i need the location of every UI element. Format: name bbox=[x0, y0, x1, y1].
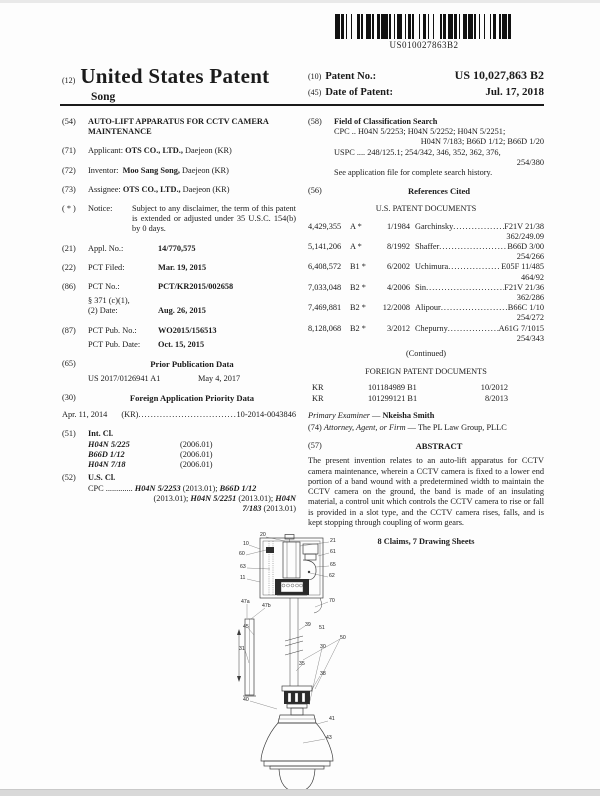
inventor-location: Daejeon (KR) bbox=[179, 165, 229, 175]
inid-51: (51) bbox=[62, 428, 76, 438]
fref-country: KR bbox=[312, 393, 324, 403]
figure-callout-41: 41 bbox=[329, 716, 335, 722]
figure-callout-40: 40 bbox=[243, 697, 249, 703]
section-73 bbox=[62, 185, 296, 195]
attorney-label: Attorney, Agent, or Firm bbox=[323, 423, 406, 433]
references-heading: References Cited bbox=[407, 186, 471, 197]
section-58 bbox=[308, 117, 544, 178]
applicant-label: Applicant: bbox=[88, 146, 124, 156]
section-72 bbox=[62, 166, 296, 176]
scan-edge-top bbox=[0, 0, 600, 3]
ref-class: F21V 21/36 bbox=[504, 282, 544, 292]
cpc-code: H04N 5/2253 bbox=[134, 483, 181, 493]
barcode-bars bbox=[308, 14, 540, 39]
assignee-label: Assignee: bbox=[88, 184, 121, 194]
fref-date: 10/2012 bbox=[480, 383, 508, 393]
assignee-location: Daejeon (KR) bbox=[180, 184, 230, 194]
prior-pub-data bbox=[88, 374, 296, 384]
inid-notice: ( * ) bbox=[62, 204, 76, 214]
ref-number: 5,141,206 bbox=[308, 242, 342, 252]
priority-app-no: 10-2014-0043846 bbox=[236, 409, 296, 419]
inid-22: (22) bbox=[62, 262, 76, 272]
ref-name: Alipour bbox=[415, 303, 441, 313]
date-of-patent-value: Jul. 17, 2018 bbox=[485, 86, 544, 98]
field-cpc-line1: CPC .. H04N 5/2253; H04N 5/2252; H04N 5/2251; bbox=[334, 127, 506, 137]
ref-kind: B2 * bbox=[350, 303, 366, 313]
inid-71: (71) bbox=[62, 146, 76, 156]
ref-number: 6,408,572 bbox=[308, 262, 342, 272]
applicant-name: OTS CO., LTD., bbox=[125, 146, 183, 156]
right-column bbox=[308, 117, 544, 547]
int-cl-ver: (2006.01) bbox=[180, 450, 213, 460]
inid-58: (58) bbox=[308, 117, 322, 126]
inventor-name: Moo Sang Song, bbox=[122, 165, 180, 175]
section-65 bbox=[62, 359, 296, 369]
ref-subclass: 362/286 bbox=[516, 293, 544, 303]
patent-header-left bbox=[62, 64, 302, 103]
ref-subclass: 254/343 bbox=[516, 333, 544, 343]
us-patent-docs-heading: U.S. PATENT DOCUMENTS bbox=[375, 204, 477, 214]
section-52 bbox=[62, 473, 296, 483]
dot-leader bbox=[441, 303, 508, 313]
inid-57: (57) bbox=[308, 441, 322, 451]
inid-52: (52) bbox=[62, 472, 76, 482]
inid-12: (12) bbox=[62, 76, 76, 85]
ref-class: B66D 3/00 bbox=[507, 242, 544, 252]
ref-name: Chepurny bbox=[415, 323, 448, 333]
ref-number: 7,033,048 bbox=[308, 282, 342, 292]
pct-pub-date-label: PCT Pub. Date: bbox=[88, 339, 141, 349]
cpc-text: (2013.01); bbox=[153, 494, 191, 504]
inid-56: (56) bbox=[308, 186, 322, 196]
prior-pub-number: US 2017/0126941 A1 bbox=[88, 374, 161, 384]
figure-callout-65: 65 bbox=[330, 562, 336, 568]
pct-pub-no-label: PCT Pub. No.: bbox=[88, 325, 137, 335]
int-cl-code: B66D 1/12 bbox=[88, 450, 125, 460]
figure-callout-50: 50 bbox=[340, 635, 346, 641]
ref-class: E05F 11/485 bbox=[501, 262, 544, 272]
cpc-block bbox=[88, 484, 296, 515]
figure-callout-60: 60 bbox=[239, 551, 245, 557]
dash: — bbox=[405, 423, 418, 433]
attorney-line bbox=[308, 423, 544, 433]
us-references-list bbox=[308, 222, 544, 344]
appl-no-label: Appl. No.: bbox=[88, 243, 124, 253]
appl-no-value: 14/770,575 bbox=[158, 243, 196, 253]
cpc-text: (2013.01); bbox=[180, 483, 220, 493]
ref-date: 6/2002 bbox=[386, 262, 410, 272]
header-rule bbox=[60, 104, 544, 106]
figure-callout-10: 10 bbox=[243, 541, 249, 547]
section-86 bbox=[62, 282, 296, 317]
figure-callout-43: 43 bbox=[326, 735, 332, 741]
pct-filed-value: Mar. 19, 2015 bbox=[158, 262, 207, 272]
section-54 bbox=[62, 117, 296, 137]
figure-callout-62: 62 bbox=[329, 573, 335, 579]
int-cl-ver: (2006.01) bbox=[180, 440, 213, 450]
ref-number: 8,128,068 bbox=[308, 323, 342, 333]
int-cl-row bbox=[88, 460, 296, 470]
notice-text: Subject to any disclaimer, the term of this patent is extended or adjusted under 35 U.S.C. 154(b) by 0 days. bbox=[132, 204, 296, 234]
ref-date: 3/2012 bbox=[386, 323, 410, 333]
inid-54: (54) bbox=[62, 117, 76, 126]
ref-date: 12/2008 bbox=[382, 303, 410, 313]
section-87 bbox=[62, 326, 296, 350]
ref-class: F21V 21/38 bbox=[504, 221, 544, 231]
section-22 bbox=[62, 263, 296, 273]
ref-subclass: 254/266 bbox=[516, 252, 544, 262]
ref-kind: A * bbox=[350, 221, 362, 231]
pct-date-label: (2) Date: bbox=[88, 306, 118, 316]
int-cl-row bbox=[88, 440, 296, 450]
inid-45: (45) bbox=[308, 88, 322, 97]
ref-number: 7,469,881 bbox=[308, 303, 342, 313]
reference-row bbox=[308, 324, 544, 334]
dot-leader bbox=[448, 324, 499, 334]
figure-callout-63: 63 bbox=[240, 564, 246, 570]
section-56 bbox=[308, 186, 544, 196]
priority-country: (KR) bbox=[121, 409, 139, 419]
priority-date: Apr. 11, 2014 bbox=[62, 409, 108, 419]
int-cl-row bbox=[88, 450, 296, 460]
foreign-reference-row bbox=[312, 394, 544, 404]
reference-row bbox=[308, 242, 544, 252]
pct-date-value: Aug. 26, 2015 bbox=[158, 306, 206, 316]
barcode bbox=[308, 14, 540, 50]
inid-86: (86) bbox=[62, 282, 76, 292]
inid-73: (73) bbox=[62, 184, 76, 194]
patent-no-value: US 10,027,863 B2 bbox=[454, 68, 544, 82]
ref-kind: B2 * bbox=[350, 282, 366, 292]
cpc-text: CPC ............. bbox=[88, 483, 135, 493]
pct-filed-label: PCT Filed: bbox=[88, 262, 125, 272]
examiner-name: Nkeisha Smith bbox=[382, 410, 435, 420]
primary-examiner-line bbox=[308, 411, 544, 421]
figure-callout-38: 38 bbox=[320, 671, 326, 677]
inid-65: (65) bbox=[62, 359, 76, 369]
applicant-location: Daejeon (KR) bbox=[182, 146, 232, 156]
inventor-surname: Song bbox=[91, 91, 116, 103]
inid-30: (30) bbox=[62, 393, 76, 403]
fref-number: 101184989 B1 bbox=[368, 383, 417, 393]
reference-row bbox=[308, 262, 544, 272]
figure-callout-47a: 47a bbox=[241, 599, 250, 605]
dot-leader bbox=[426, 283, 504, 293]
int-cl-code: H04N 7/18 bbox=[88, 460, 126, 470]
ref-subclass: 254/272 bbox=[516, 313, 544, 323]
inid-74: (74) bbox=[308, 423, 324, 433]
dot-leader bbox=[448, 262, 501, 272]
ref-name: Garchinsky bbox=[415, 221, 454, 231]
prior-pub-date: May 4, 2017 bbox=[198, 374, 241, 384]
inid-72: (72) bbox=[62, 165, 76, 175]
figure-callout-47b: 47b bbox=[262, 603, 271, 609]
ref-subclass: 464/92 bbox=[520, 272, 544, 282]
figure-callout-70: 70 bbox=[329, 598, 335, 604]
us-cl-heading: U.S. Cl. bbox=[88, 472, 116, 482]
invention-title: AUTO-LIFT APPARATUS FOR CCTV CAMERA MAINTENANCE bbox=[88, 117, 269, 137]
ref-name: Sin bbox=[415, 282, 427, 292]
pct-371-line: § 371 (c)(1), bbox=[88, 296, 130, 306]
field-search-note: See application file for complete search history. bbox=[334, 168, 493, 178]
foreign-reference-row bbox=[312, 383, 544, 393]
fref-date: 8/2013 bbox=[484, 393, 508, 403]
left-column bbox=[62, 117, 296, 514]
field-uspc-line1: USPC .... 248/125.1; 254/342, 346, 352, 362, 376, bbox=[334, 147, 501, 157]
field-cpc-line2: H04N 7/183; B66D 1/12; B66D 1/20 bbox=[420, 137, 544, 147]
ref-subclass: 362/249.09 bbox=[506, 231, 544, 241]
int-cl-code: H04N 5/225 bbox=[88, 440, 130, 450]
field-search-heading: Field of Classification Search bbox=[334, 117, 438, 126]
ref-number: 4,429,355 bbox=[308, 221, 342, 231]
dot-leader bbox=[138, 410, 236, 420]
ref-class: A61G 7/1015 bbox=[498, 323, 544, 333]
inid-21: (21) bbox=[62, 243, 76, 253]
section-51 bbox=[62, 429, 296, 439]
field-uspc-line2: 254/380 bbox=[516, 157, 544, 167]
patent-header-right bbox=[308, 68, 544, 101]
section-21 bbox=[62, 244, 296, 254]
figure-callout-11: 11 bbox=[240, 575, 246, 581]
attorney-name: The PL Law Group, PLLC bbox=[417, 423, 507, 433]
inid-10: (10) bbox=[308, 72, 322, 81]
abstract-text: The present invention relates to an auto-lift apparatus for CCTV camera maintenance, wherein a CCTV camera is fixed to a lower end portion of a band wound with a predetermined width to maintain the CCTV camera on the ground, the band is made of an insulating material, a control unit which controls the CCTV camera to rise or fall is provided in a slot type, and the CCTV camera rises, falls, and is kept stopping through coupling of worm gears. bbox=[308, 456, 544, 527]
examiner-label: Primary Examiner bbox=[308, 410, 370, 420]
ref-name: Shaffer bbox=[415, 242, 440, 252]
foreign-priority-heading: Foreign Application Priority Data bbox=[129, 393, 255, 404]
reference-row bbox=[308, 303, 544, 313]
ref-kind: A * bbox=[350, 242, 362, 252]
int-cl-heading: Int. Cl. bbox=[88, 428, 114, 438]
page-title: United States Patent bbox=[80, 64, 270, 88]
assignee-name: OTS CO., LTD., bbox=[122, 184, 181, 194]
figure-callout-45: 45 bbox=[243, 624, 249, 630]
dot-leader bbox=[453, 222, 504, 232]
section-30 bbox=[62, 393, 296, 403]
reference-row bbox=[308, 222, 544, 232]
figure-callout-30: 30 bbox=[320, 644, 326, 650]
fref-country: KR bbox=[312, 383, 324, 393]
ref-class: B66C 1/10 bbox=[507, 303, 544, 313]
pct-pub-no-value: WO2015/156513 bbox=[158, 325, 217, 335]
pct-no-value: PCT/KR2015/002658 bbox=[158, 282, 234, 292]
figure-callout-39: 39 bbox=[305, 622, 311, 628]
date-of-patent-label: Date of Patent: bbox=[325, 87, 393, 98]
pct-pub-date-value: Oct. 15, 2015 bbox=[158, 339, 205, 349]
abstract-heading: ABSTRACT bbox=[415, 441, 463, 452]
patent-no-label: Patent No.: bbox=[325, 71, 377, 82]
cpc-code: B66D 1/12 bbox=[219, 483, 257, 493]
dot-leader bbox=[439, 242, 507, 252]
ref-date: 8/1992 bbox=[386, 242, 410, 252]
section-57 bbox=[308, 441, 544, 451]
cpc-code: H04N bbox=[275, 494, 296, 504]
figure-callout-21: 21 bbox=[330, 538, 336, 544]
figure-callout-20: 20 bbox=[260, 532, 266, 538]
cpc-code: 7/183 bbox=[242, 504, 262, 514]
barcode-text: US010027863B2 bbox=[389, 40, 459, 50]
inid-87: (87) bbox=[62, 325, 76, 335]
pct-no-label: PCT No.: bbox=[88, 282, 120, 292]
dash: — bbox=[369, 410, 383, 420]
figure-callout-31: 31 bbox=[239, 646, 245, 652]
continued-note: (Continued) bbox=[405, 349, 447, 359]
claims-sheets-line: 8 Claims, 7 Drawing Sheets bbox=[377, 536, 475, 546]
ref-kind: B1 * bbox=[350, 262, 366, 272]
cpc-text: (2013.01) bbox=[261, 504, 296, 514]
ref-kind: B2 * bbox=[350, 323, 366, 333]
cpc-code: H04N 5/2251 bbox=[190, 494, 237, 504]
prior-pub-heading: Prior Publication Data bbox=[150, 359, 234, 370]
fref-number: 101299121 B1 bbox=[368, 393, 418, 403]
reference-row bbox=[308, 283, 544, 293]
section-notice bbox=[62, 204, 296, 235]
leader-lines bbox=[245, 537, 340, 743]
ref-date: 4/2006 bbox=[386, 282, 410, 292]
ref-name: Uchimura bbox=[415, 262, 449, 272]
ref-date: 1/1984 bbox=[386, 221, 410, 231]
cpc-text: (2013.01); bbox=[236, 494, 276, 504]
figure-callout-51: 51 bbox=[319, 625, 325, 631]
figure-callout-35: 35 bbox=[299, 661, 305, 667]
figure-callout-61: 61 bbox=[330, 549, 336, 555]
int-cl-ver: (2006.01) bbox=[180, 460, 213, 470]
notice-label: Notice: bbox=[88, 204, 113, 214]
foreign-priority-row bbox=[62, 410, 296, 420]
patent-drawing bbox=[203, 533, 403, 795]
foreign-patent-docs-heading: FOREIGN PATENT DOCUMENTS bbox=[365, 367, 487, 377]
foreign-references-list bbox=[308, 383, 544, 403]
inventor-label: Inventor: bbox=[88, 165, 119, 175]
section-71 bbox=[62, 146, 296, 156]
